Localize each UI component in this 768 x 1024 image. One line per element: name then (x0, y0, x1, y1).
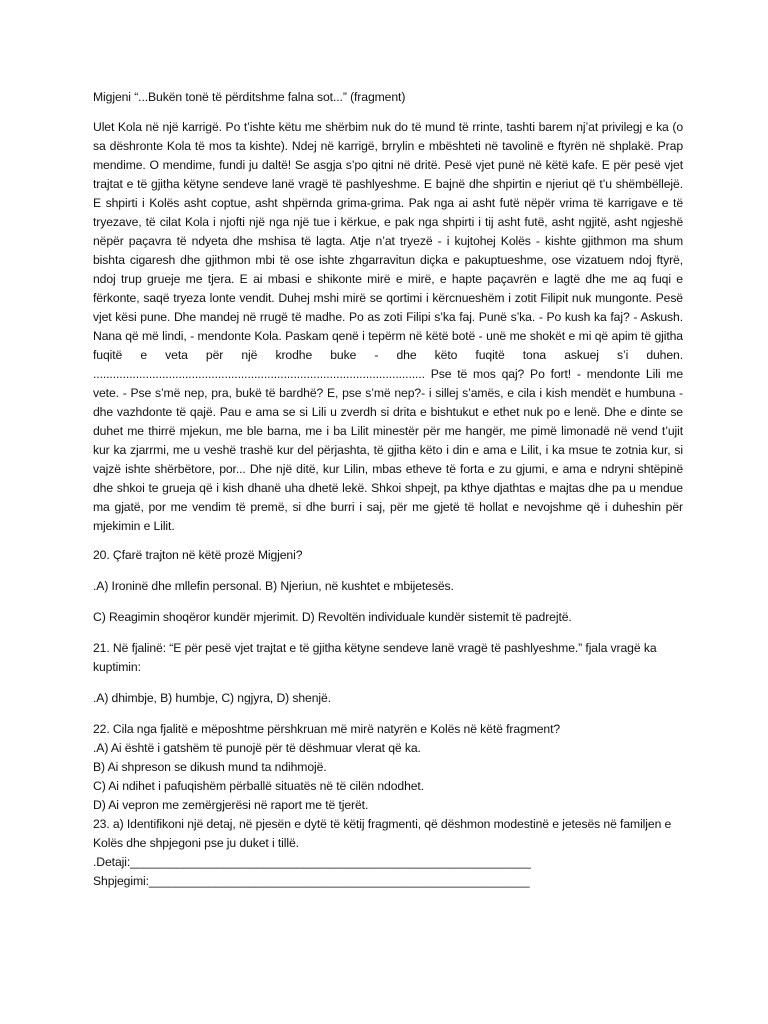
question-23: 23. a) Identifikoni një detaj, në pjesën e dytë të këtij fragmenti, që dëshmon modestinë e jetesës në familjen e Kolës dhe shpjegoni pse ju duket i tillë. (93, 817, 672, 850)
spacer (93, 565, 683, 577)
question-22-option-d: D) Ai vepron me zemërgjerësi në raport me të tjerët. (93, 798, 369, 812)
question-22-option-c: C) Ai ndihet i pafuqishëm përballë situatës në të cilën ndodhet. (93, 779, 424, 793)
question-22-option-a: .A) Ai është i gatshëm të punojë për të dëshmuar vlerat që ka. (93, 741, 421, 755)
spacer (93, 627, 683, 639)
question-22-option-b: B) Ai shpreson se dikush mund ta ndihmojë. (93, 760, 327, 774)
spacer (93, 596, 683, 608)
detail-answer-line[interactable]: .Detaji:____________________________________________________________ (93, 855, 531, 869)
passage-text: Ulet Kola në një karrigë. Po t’ishte këtu me shërbim nuk do të mund të rrinte, tashti barem nj’at privilegj e ka (o sa dëshronte Kola të mos ta kishte). Ndej në karrigë, brrylin e mbështeti në tavolinë e ftyrën në shplakë. Prap mendime. O mendime, fundi ju daltë! Se asgja s’po qitni në dritë. Pesë vjet punë në këtë kafe. E për pesë vjet trajtat e të gjitha këtyne sendeve lanë vragë të pashlyeshme. E bajnë dhe shpirtin e njeriut që t’u shëmbëllejë. E shpirti i Kolës asht coptue, asht shpërnda grima-grima. Pak nga ai asht futë nëpër vrima të karrigave e të tryezave, të cilat Kola i njofti një nga një tue i kërkue, e pak nga shpirti i tij asht futë, asht ngjitë, asht ngjeshë nëpër paçavra të ndyeta dhe mshisa të lagta. Atje n’at tryezë - i kujtohej Kolës - kishte gjithmon ma shum bishta cigaresh dhe gjithmon mbi të ose ishte zhgarravitun diçka e pakuptueshme, ose vizatuem ndoj ftyrë, ndoj trup grueje me tjera. E ai mbasi e shikonte mirë e mirë, e hapte paçavrën e lagtë dhe me aq fuqi e fërkonte, saqë tryeza lonte vendit. Duhej mshi mirë se qortimi i kërcnueshëm i zotit Filipit nuk mungonte. Pesë vjet kësi pune. Dhe mandej në rrugë të madhe. Po as zoti Filipi s’ka faj. Punë s’ka. - Po kush ka faj? - Askush. Nana që më lindi, - mendonte Kola. Paskam qenë i tepërm në këtë botë - unë me shokët e mi që apim të gjitha fuqitë e veta për një krodhe buke - dhe këto fuqitë tona askuej s’i duhen. ..................................................................................................... Pse të mos qaj? Po fort! - mendonte Lili me vete. - Pse s’më nep, pra, bukë të bardhë? E, pse s’më nep?- i sillej s’amës, e cila i kish mendët e humbuna - dhe vazhdonte të qajë. Pau e ama se si Lili u zverdh si drita e bishtukut e ethet nuk po e lenë. Dhe e dinte se duhet me thirrë mjekun, me ble barna, me i ba Lilit minestër për me hangër, me pimë limonadë në vend t’ujit kur ka zjarrmi, me u veshë trashë kur del përjashta, të gjitha këto i din e ama e Lilit, i ka msue te zotnia kur, si vajzë ishte shërbëtore, por... Dhe një ditë, kur Lilin, mbas etheve të forta e zu gjumi, e ama e ndryni shtëpinë dhe shkoi te grueja që i kish dhanë uha dhetë lekë. Shkoi shpejt, pa kthye djathtas e majtas dhe pa u mendue ma gjatë, por me vendim të premë, si dhe burri i saj, për me gjetë të hollat e nevojshme që i duheshin për mjekimin e Lilit. (93, 120, 683, 533)
question-20-options-line-1: .A) Ironinë dhe mllefin personal. B) Njeriun, në kushtet e mbijetesës. (93, 579, 454, 593)
spacer (93, 677, 683, 689)
explanation-answer-line[interactable]: Shpjegimi:_________________________________________________________ (93, 874, 530, 888)
document-title: Migjeni “...Bukën tonë të përditshme falna sot...” (fragment) (93, 90, 406, 104)
document-content (93, 88, 683, 891)
question-20-options-line-2: C) Reagimin shoqëror kundër mjerimit. D) Revoltën individuale kundër sistemit të padrejtë. (93, 610, 572, 624)
question-21: 21. Në fjalinë: “E për pesë vjet trajtat e të gjitha këtyne sendeve lanë vragë të pashlyeshme.” fjala vragë ka kuptimin: (93, 641, 657, 674)
question-20: 20. Çfarë trajton në këtë prozë Migjeni? (93, 548, 303, 562)
question-21-options: .A) dhimbje, B) humbje, C) ngjyra, D) shenjë. (93, 691, 331, 705)
spacer (93, 708, 683, 720)
question-22: 22. Cila nga fjalitë e mëposhtme përshkruan më mirë natyrën e Kolës në këtë fragment? (93, 722, 561, 736)
